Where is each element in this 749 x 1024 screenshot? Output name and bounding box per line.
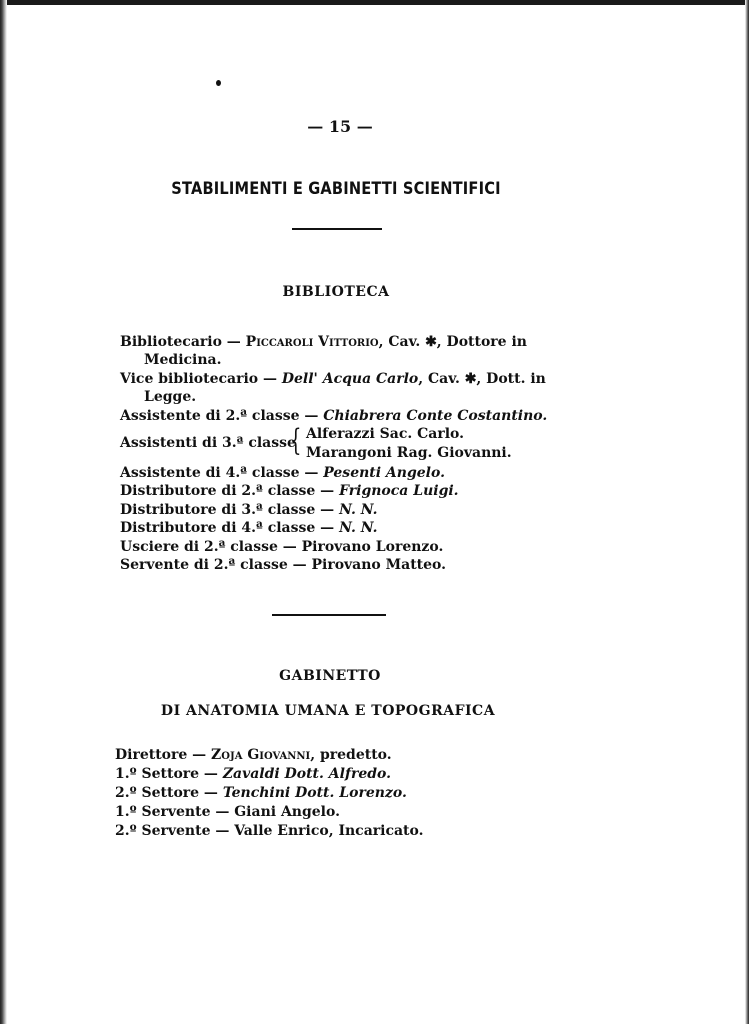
section-divider — [272, 614, 386, 616]
list-item: 1.º Settore — Zavaldi Dott. Alfredo. — [115, 766, 392, 782]
assistenti-3-name: Alferazzi Sac. Carlo. — [306, 426, 464, 442]
scan-edge-left — [0, 0, 7, 1024]
list-item: 2.º Servente — Valle Enrico, Incaricato. — [115, 823, 424, 839]
assistenti-3-label: Assistenti di 3.ª classe — [120, 435, 296, 451]
list-item: Vice bibliotecario — Dell' Acqua Carlo, Cav. ✱, Dott. in — [120, 371, 546, 387]
list-item: Medicina. — [144, 352, 222, 368]
list-item: Distributore di 4.ª classe — N. N. — [120, 520, 378, 536]
list-item: 1.º Servente — Giani Angelo. — [115, 804, 340, 820]
list-item: 2.º Settore — Tenchini Dott. Lorenzo. — [115, 785, 407, 801]
list-item: Bibliotecario — Piccaroli Vittorio, Cav. ✱, Dottore in — [120, 334, 527, 350]
list-item: Distributore di 2.ª classe — Frignoca Luigi. — [120, 483, 459, 499]
list-item: Distributore di 3.ª classe — N. N. — [120, 502, 378, 518]
section-subheading-anatomia: DI ANATOMIA UMANA E TOPOGRAFICA — [160, 703, 496, 719]
list-item: Servente di 2.ª classe — Pirovano Matteo. — [120, 557, 447, 573]
list-item: Usciere di 2.ª classe — Pirovano Lorenzo. — [120, 539, 444, 555]
list-item: Assistente di 2.ª classe — Chiabrera Conte Costantino. — [120, 408, 548, 424]
scan-edge-top — [0, 0, 749, 5]
curly-brace-icon: { — [290, 423, 302, 458]
list-item: Assistente di 4.ª classe — Pesenti Angelo. — [120, 465, 445, 481]
title-divider — [292, 228, 382, 230]
page-number: — 15 — — [307, 117, 373, 136]
list-item: Legge. — [144, 389, 197, 405]
page-title: STABILIMENTI E GABINETTI SCIENTIFICI — [171, 179, 501, 199]
assistenti-3-group — [120, 423, 560, 466]
section-heading-biblioteca: BIBLIOTECA — [282, 284, 390, 300]
list-item: Direttore — Zoja Giovanni, predetto. — [115, 747, 392, 763]
assistenti-3-name: Marangoni Rag. Giovanni. — [306, 445, 512, 461]
section-heading-gabinetto: GABINETTO — [279, 668, 381, 684]
scan-edge-right — [745, 0, 749, 1024]
ink-speck — [216, 80, 221, 86]
